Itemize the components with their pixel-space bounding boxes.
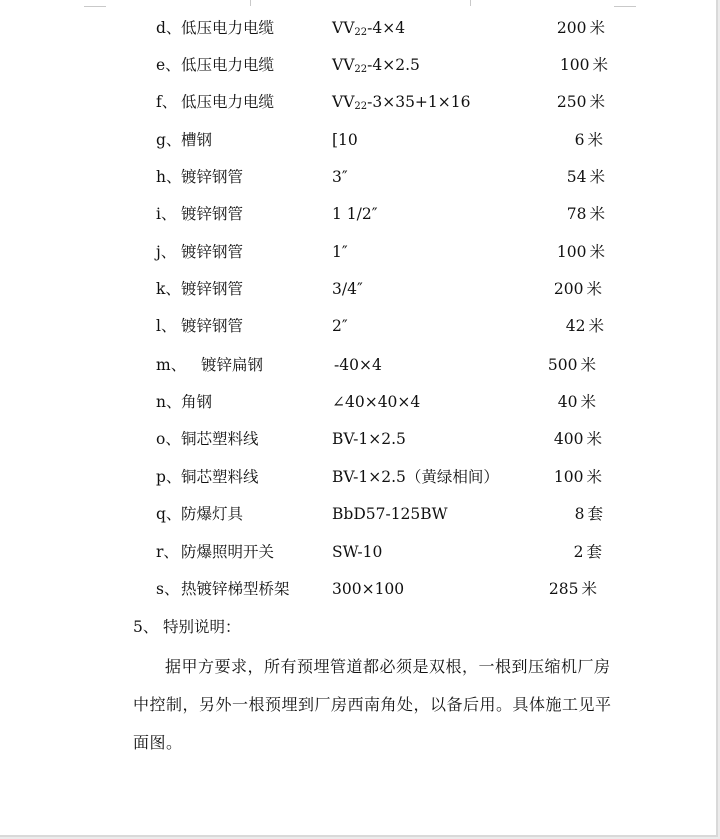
item-spec-main: ∠40×40×4 [332, 393, 421, 411]
list-item [0, 427, 720, 451]
list-item [0, 128, 720, 152]
item-letter: l、 [156, 317, 177, 335]
item-quantity [558, 390, 596, 414]
list-item [0, 540, 720, 564]
item-spec-subscript: 22 [354, 101, 368, 112]
list-item [0, 502, 720, 526]
item-letter: n、 [156, 393, 182, 411]
item-spec [332, 277, 363, 306]
item-name: 低压电力电缆 [181, 56, 275, 74]
item-quantity [557, 16, 605, 40]
list-item [0, 314, 720, 338]
quantity-value: 250 [556, 93, 587, 111]
list-item [0, 353, 720, 377]
quantity-value: 8 [574, 505, 585, 523]
quantity-value: 54 [566, 168, 587, 186]
item-spec-main: VV [332, 93, 355, 111]
item-spec-main: 1 1/2″ [332, 205, 378, 223]
item-quantity [575, 502, 603, 526]
item-letter: m、 [156, 356, 187, 374]
quantity-unit: 套 [586, 543, 602, 561]
item-spec-main: 300×100 [332, 580, 405, 598]
list-item [0, 577, 720, 601]
section-title: 特别说明： [163, 618, 241, 636]
item-spec [332, 390, 420, 419]
item-spec [332, 540, 382, 569]
list-item [0, 202, 720, 226]
item-spec-main: 2″ [332, 317, 348, 335]
item-quantity [557, 240, 605, 264]
quantity-unit: 米 [589, 205, 605, 223]
quantity-value: 100 [553, 468, 584, 486]
item-spec [332, 128, 358, 157]
item-letter: h、 [156, 168, 182, 186]
item-quantity [567, 202, 605, 226]
quantity-value: 285 [548, 580, 579, 598]
item-quantity [566, 314, 604, 338]
item-spec-main: -40×4 [334, 356, 382, 374]
section-number: 5、 [133, 618, 159, 636]
quantity-value: 42 [565, 317, 586, 335]
quantity-unit: 米 [580, 356, 596, 374]
quantity-unit: 米 [589, 93, 605, 111]
item-spec-main: VV [332, 56, 355, 74]
item-letter: i、 [156, 205, 177, 223]
quantity-value: 200 [553, 280, 584, 298]
item-spec [332, 202, 378, 231]
item-letter: g、 [156, 131, 182, 149]
item-name: 铜芯塑料线 [181, 468, 259, 486]
item-spec-main: [10 [332, 131, 358, 149]
item-quantity [560, 53, 608, 77]
quantity-unit: 米 [589, 168, 605, 186]
item-quantity [575, 128, 603, 152]
list-item [0, 90, 720, 114]
item-letter: e、 [156, 56, 181, 74]
item-spec [332, 240, 348, 269]
item-letter: p、 [156, 468, 182, 486]
item-spec-suffix: -4×4 [367, 19, 406, 37]
list-item [0, 390, 720, 414]
quantity-unit: 米 [586, 468, 602, 486]
crop-mark [250, 0, 251, 6]
item-name: 热镀锌梯型桥架 [181, 580, 290, 598]
item-spec-main: BV-1×2.5（黄绿相间） [332, 468, 499, 486]
quantity-unit: 米 [589, 19, 605, 37]
quantity-value: 400 [553, 430, 584, 448]
quantity-unit: 米 [589, 243, 605, 261]
body-paragraph: 据甲方要求，所有预埋管道都必须是双根，一根到压缩机厂房中控制，另外一根预埋到厂房西南角处，以备后用。具体施工见平面图。 [133, 657, 612, 752]
item-name: 铜芯塑料线 [181, 430, 259, 448]
item-name: 低压电力电缆 [181, 19, 275, 37]
quantity-unit: 米 [587, 131, 603, 149]
item-spec-main: VV [332, 19, 355, 37]
item-name: 镀锌钢管 [181, 317, 244, 335]
item-spec [334, 353, 382, 382]
item-spec [332, 502, 448, 531]
quantity-unit: 套 [587, 505, 603, 523]
item-letter: s、 [156, 580, 180, 598]
crop-mark [614, 6, 636, 7]
quantity-unit: 米 [581, 580, 597, 598]
item-name: 角钢 [181, 393, 213, 411]
crop-mark [470, 0, 471, 6]
item-quantity [549, 577, 597, 601]
item-spec [332, 90, 471, 119]
quantity-value: 78 [566, 205, 587, 223]
item-spec-suffix: -3×35+1×16 [367, 93, 471, 111]
item-spec-suffix: -4×2.5 [367, 56, 420, 74]
item-quantity [557, 90, 605, 114]
item-quantity [554, 277, 602, 301]
quantity-unit: 米 [586, 430, 602, 448]
item-quantity [554, 427, 602, 451]
list-item [0, 277, 720, 301]
item-spec [332, 16, 405, 45]
item-letter: o、 [156, 430, 181, 448]
item-name: 防爆照明开关 [181, 543, 275, 561]
quantity-unit: 米 [580, 393, 596, 411]
list-item [0, 53, 720, 77]
item-name: 镀锌扁钢 [201, 356, 264, 374]
item-spec-subscript: 22 [354, 27, 368, 38]
item-spec [332, 465, 499, 494]
item-spec-main: SW-10 [332, 543, 383, 561]
item-name: 镀锌钢管 [181, 243, 244, 261]
quantity-value: 100 [556, 243, 587, 261]
item-spec [332, 427, 406, 456]
item-letter: k、 [156, 280, 181, 298]
item-name: 防爆灯具 [181, 505, 244, 523]
item-quantity [548, 353, 596, 377]
list-item [0, 16, 720, 40]
quantity-value: 500 [547, 356, 578, 374]
item-spec-main: 1″ [332, 243, 348, 261]
section-heading [133, 615, 241, 637]
item-spec [332, 53, 420, 82]
list-item [0, 465, 720, 489]
crop-mark [84, 6, 106, 7]
item-name: 槽钢 [181, 131, 213, 149]
item-name: 低压电力电缆 [181, 93, 275, 111]
list-item [0, 240, 720, 264]
item-spec [332, 577, 404, 606]
quantity-unit: 米 [586, 280, 602, 298]
item-spec-main: 3/4″ [332, 280, 363, 298]
item-letter: q、 [156, 505, 182, 523]
item-name: 镀锌钢管 [181, 280, 244, 298]
item-spec-subscript: 22 [354, 64, 368, 75]
item-spec [332, 314, 348, 343]
quantity-value: 200 [556, 19, 587, 37]
item-quantity [574, 540, 602, 564]
item-quantity [567, 165, 605, 189]
item-name: 镀锌钢管 [181, 205, 244, 223]
item-letter: d、 [156, 19, 182, 37]
quantity-value: 100 [559, 56, 590, 74]
item-letter: j、 [156, 243, 177, 261]
quantity-unit: 米 [588, 317, 604, 335]
item-letter: r、 [156, 543, 179, 561]
quantity-unit: 米 [592, 56, 608, 74]
item-spec-main: 3″ [332, 168, 348, 186]
quantity-value: 2 [573, 543, 584, 561]
item-spec-main: BbD57-125BW [332, 505, 448, 523]
item-name: 镀锌钢管 [181, 168, 244, 186]
item-spec-main: BV-1×2.5 [332, 430, 406, 448]
item-letter: f、 [156, 93, 178, 111]
quantity-value: 40 [557, 393, 578, 411]
list-item [0, 165, 720, 189]
item-quantity [554, 465, 602, 489]
quantity-value: 6 [574, 131, 585, 149]
item-spec [332, 165, 348, 194]
